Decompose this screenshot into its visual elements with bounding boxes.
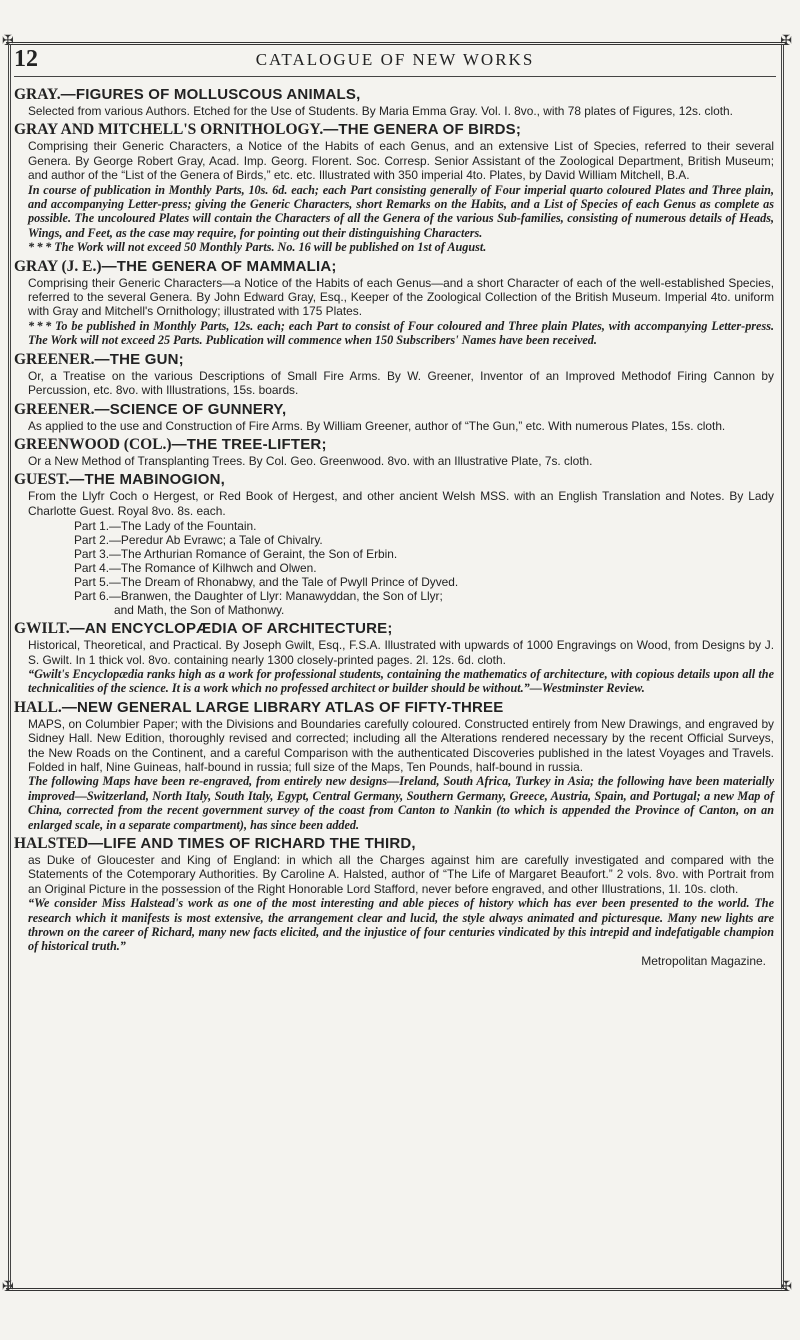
- list-item: Part 2.—Peredur Ab Evrawc; a Tale of Chivalry.: [74, 533, 323, 548]
- entry-author: GREENER.: [14, 400, 95, 418]
- entry-title: —AN ENCYCLOPÆDIA OF ARCHITECTURE;: [69, 620, 393, 638]
- catalogue-entry: [14, 436, 774, 468]
- catalogue-entry: [14, 471, 774, 617]
- entry-heading: [14, 620, 774, 638]
- list-item: Part 6.—Branwen, the Daughter of Llyr: Manawyddan, the Son of Llyr;: [74, 589, 443, 604]
- entry-title: —THE GENERA OF BIRDS;: [323, 121, 522, 139]
- corner-ornament-icon: ✠: [780, 1280, 792, 1295]
- entry-heading: [14, 835, 774, 853]
- entry-description: Comprising their Generic Characters, a Notice of the Habits of each Genus, and an extensive List of Species, referred to their several Genera. By George Robert Gray, Acad. Imp. Georg. Florent. Soc. Corresp. Senior Assistant of the Zoological Department, British Museum; and author of the “List of the Genera of Birds,” etc. etc. Illustrated with 350 imperial 4to. Plates, by David William Mitchell, B.A.: [28, 139, 774, 183]
- entry-title: —THE MABINOGION,: [69, 471, 225, 489]
- entry-author: GUEST.: [14, 471, 70, 489]
- catalogue-entry: [14, 401, 774, 433]
- list-item: and Math, the Son of Mathonwy.: [114, 603, 285, 618]
- entry-title: —FIGURES OF MOLLUSCOUS ANIMALS,: [60, 86, 361, 103]
- entry-author: HALL.: [14, 698, 62, 716]
- entry-note: “We consider Miss Halstead's work as one of the most interesting and able pieces of history which has ever been presented to the world. The research which it manifests is most extensive, the arrangement clear and lucid, the style always animated and picturesque. Many new lights are thrown on the career of Richard, many new facts elicited, and the injustice of four centuries vindicated by this intrepid and indefatigable champion of historical truth.”: [28, 896, 774, 954]
- entry-title: —THE GUN;: [94, 350, 184, 368]
- entry-heading: [14, 471, 774, 489]
- entry-description: As applied to the use and Construction of Fire Arms. By William Greener, author of “The Gun,” etc. With numerous Plates, 15s. cloth.: [28, 418, 726, 433]
- entry-description: Or, a Treatise on the various Descriptions of Small Fire Arms. By W. Greener, Inventor of an Improved Methodof Firing Cannon by Percussion, etc. 8vo. with Illustrations, 15s. boards.: [28, 368, 774, 398]
- entry-note: * * * The Work will not exceed 50 Monthly Parts. No. 16 will be published on 1st of August.: [28, 240, 487, 255]
- entry-note: In course of publication in Monthly Parts, 10s. 6d. each; each Part consisting generally of Four imperial quarto coloured Plates and Three plain, and accompanying Letter-press; giving the Generic Characters, short Remarks on the Habits, and a List of Species of each Genus as complete as possible. The uncoloured Plates will contain the Characters of all the Genera of the various Sub-families, consisting of numerous details of Heads, Wings, and Feet, as the case may require, for pointing out their distinguishing Characters.: [28, 182, 774, 240]
- entry-description: Selected from various Authors. Etched for the Use of Students. By Maria Emma Gray. Vol. I. 8vo., with 78 plates of Figures, 12s. cloth.: [28, 104, 733, 118]
- entry-description: MAPS, on Columbier Paper; with the Divisions and Boundaries carefully coloured. Constructed entirely from New Drawings, and engraved by Sidney Hall. New Edition, thoroughly revised and corrected; including all the Alterations rendered necessary by the recent Official Surveys, the New Roads on the Continent, and a careful Comparison with the authenticated Discoveries published in the latest Voyages and Travels. Folded in half, Nine Guineas, half-bound in russia; full size of the Maps, Ten Pounds, half-bound in russia.: [28, 716, 774, 774]
- top-border-rule: [6, 42, 786, 45]
- entry-heading: [14, 86, 774, 104]
- entry-note: The following Maps have been re-engraved, from entirely new designs—Ireland, South Africa, Turkey in Asia; the following have been materially improved—Switzerland, North Italy, South Italy, Egypt, Central Germany, Southern Germany, Greece, Austria, Spain, and Portugal; a new Map of China, corrected from the recent government survey of the coast from Canton to Nankin (to which is appended the Province of Canton, on an enlarged scale, in a separate compartment), has since been added.: [28, 774, 774, 832]
- entry-author: HALSTED: [14, 835, 89, 852]
- entry-author: GRAY (J. E.): [14, 257, 102, 275]
- catalogue-entry: [14, 835, 774, 968]
- catalogue-entry: [14, 121, 774, 254]
- catalogue-entries: [14, 86, 774, 971]
- entry-note: “Gwilt's Encyclopædia ranks high as a work for professional students, containing the mathematics of architecture, with copious details upon all the technicalities of the science. It is a work which no professed architect or builder should be without.”—Westminster Review.: [28, 666, 774, 696]
- entry-description: Comprising their Generic Characters—a Notice of the Habits of each Genus—and a short Character of each of the well-established Species, referred to the several Genera. By John Edward Gray, Esq., Keeper of the Zoological Collection of the British Museum. Imperial 4to. uniform with Gray and Mitchell's Ornithology; illustrated with 175 Plates.: [28, 275, 774, 319]
- catalogue-entry: [14, 620, 774, 696]
- corner-ornament-icon: ✠: [2, 34, 14, 49]
- header-divider: [14, 76, 776, 77]
- entry-author: GRAY.: [14, 86, 61, 103]
- entry-author: GRAY AND MITCHELL'S ORNITHOLOGY.: [14, 121, 324, 139]
- bottom-border-rule: [6, 1288, 786, 1291]
- list-item: Part 5.—The Dream of Rhonabwy, and the Tale of Pwyll Prince of Dyved.: [74, 575, 459, 590]
- parts-list: [74, 519, 774, 617]
- entry-title: —LIFE AND TIMES OF RICHARD THE THIRD,: [88, 835, 416, 852]
- corner-ornament-icon: ✠: [2, 1280, 14, 1295]
- entry-heading: [14, 121, 774, 139]
- entry-heading: [14, 258, 774, 276]
- page-header: [14, 46, 776, 74]
- corner-ornament-icon: ✠: [780, 34, 792, 49]
- entry-heading: [14, 351, 774, 369]
- entry-description: Historical, Theoretical, and Practical. By Joseph Gwilt, Esq., F.S.A. Illustrated with upwards of 1000 Engravings on Wood, from Designs by J. S. Gwilt. In 1 thick vol. 8vo. containing nearly 1300 closely-printed pages. 2l. 12s. 6d. cloth.: [28, 638, 774, 667]
- entry-title: —THE TREE-LIFTER;: [171, 435, 327, 453]
- entry-heading: [14, 401, 774, 419]
- entry-title: —NEW GENERAL LARGE LIBRARY ATLAS OF FIFTY-THREE: [61, 698, 504, 716]
- catalogue-entry: [14, 258, 774, 348]
- left-border-rule: [8, 44, 11, 1288]
- entry-description: Or a New Method of Transplanting Trees. By Col. Geo. Greenwood. 8vo. with an Illustrative Plate, 7s. cloth.: [28, 453, 593, 468]
- entry-heading: [14, 436, 774, 454]
- entry-description: From the Llyfr Coch o Hergest, or Red Book of Hergest, and other ancient Welsh MSS. with an English Translation and Notes. By Lady Charlotte Guest. Royal 8vo. 8s. each.: [28, 489, 774, 518]
- entry-author: GWILT.: [14, 620, 70, 638]
- quote-source: Metropolitan Magazine.: [641, 953, 766, 968]
- entry-title: —THE GENERA OF MAMMALIA;: [101, 257, 337, 275]
- entry-heading: [14, 699, 774, 717]
- list-item: Part 1.—The Lady of the Fountain.: [74, 519, 257, 534]
- list-item: Part 3.—The Arthurian Romance of Geraint, the Son of Erbin.: [74, 547, 398, 562]
- entry-description: as Duke of Gloucester and King of England: in which all the Charges against him are carefully investigated and compared with the Statements of the Cotemporary Authorities. By Caroline A. Halsted, author of “The Life of Margaret Beaufort.” 2 vols. 8vo. with Portrait from an Original Picture in the possession of the Right Honorable Lord Stafford, never before engraved, and other Illustrations, 1l. 10s. cloth.: [28, 853, 774, 896]
- list-item: Part 4.—The Romance of Kilhwch and Olwen.: [74, 561, 317, 576]
- running-head: CATALOGUE OF NEW WORKS: [255, 50, 535, 69]
- entry-author: GREENER.: [14, 350, 95, 368]
- catalogue-entry: [14, 86, 774, 118]
- catalogue-entry: [14, 699, 774, 832]
- catalogue-entry: [14, 351, 774, 398]
- right-border-rule: [781, 44, 784, 1288]
- entry-author: GREENWOOD (COL.): [14, 435, 172, 453]
- page-number: 12: [14, 46, 38, 72]
- entry-title: —SCIENCE OF GUNNERY,: [94, 400, 287, 418]
- entry-note: * * * To be published in Monthly Parts, 12s. each; each Part to consist of Four coloured and Three plain Plates, with accompanying Letter-press. The Work will not exceed 25 Parts. Publication will commence when 150 Subscribers' Names have been received.: [28, 318, 774, 348]
